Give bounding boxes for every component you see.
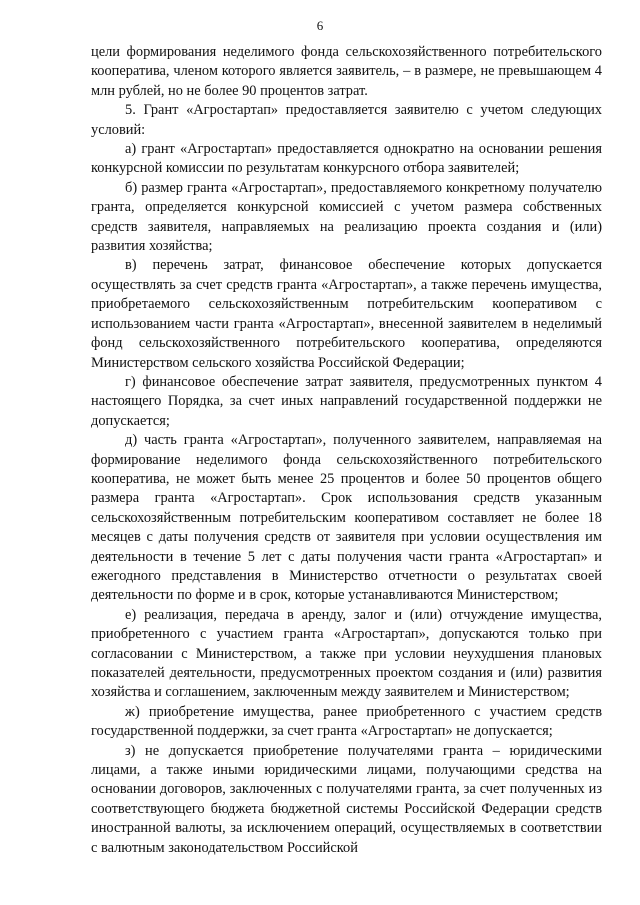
paragraph-item-z: з) не допускается приобретение получателями гранта – юридическими лицами, а также иными юридическими лицами, получающими средства на основании договоров, заключенных с получателями гранта, за счет полученных из соответствующего бюджета бюджетной системы Российской Федерации средств иностранной валюты, за исключением операций, осуществляемых в соответствии с валютным законодательством Российской xyxy=(91,742,602,856)
paragraph-item-b: б) размер гранта «Агростартап», предоставляемого конкретному получателю гранта, определяется конкурсной комиссией с учетом размера собственных средств заявителя, направляемых на реализацию проекта создания и (или) развития хозяйства; xyxy=(91,179,602,255)
paragraph-item-zh: ж) приобретение имущества, ранее приобретенного с участием средств государственной поддержки, за счет гранта «Агростартап» не допускается; xyxy=(91,703,602,740)
paragraph-item-a: а) грант «Агростартап» предоставляется однократно на основании решения конкурсной комиссии по результатам конкурсного отбора заявителей; xyxy=(91,141,602,177)
paragraph-item-g: г) финансовое обеспечение затрат заявителя, предусмотренных пунктом 4 настоящего Порядка, за счет иных направлений государственной поддержки не допускается; xyxy=(91,373,602,429)
paragraph-item-v: в) перечень затрат, финансовое обеспечение которых допускается осуществлять за счет средств гранта «Агростартап», а также перечень имущества, приобретаемого сельскохозяйственным потребительским кооперативом с использованием части гранта «Агростартап», внесенной заявителем в неделимый фонд сельскохозяйственного потребительского кооператива, определяются Министерством сельского хозяйства Российской Федерации; xyxy=(91,257,602,371)
document-body xyxy=(91,43,602,858)
paragraph-item-e: е) реализация, передача в аренду, залог и (или) отчуждение имущества, приобретенного с участием гранта «Агростартап», допускаются только при согласовании с Министерством, а также при условии неухудшения плановых показателей деятельности, предусмотренных проектом создания и (или) развития хозяйства и соглашением, заключенным между заявителем и Министерством; xyxy=(91,606,602,701)
paragraph-clause-5: 5. Грант «Агростартап» предоставляется заявителю с учетом следующих условий: xyxy=(91,102,602,138)
paragraph-item-d: д) часть гранта «Агростартап», полученного заявителем, направляемая на формирование неделимого фонда сельскохозяйственного потребительского кооператива, не может быть менее 25 процентов и более 50 процентов общего размера гранта «Агростартап». Срок использования средств указанным сельскохозяйственным потребительским кооперативом составляет не более 18 месяцев с даты получения средств от заявителя при условии осуществления им деятельности в течение 5 лет с даты получения части гранта «Агростартап» и ежегодного представления в Министерство отчетности о результатах своей деятельности по форме и в срок, которые устанавливаются Министерством; xyxy=(91,432,602,604)
page-number: 6 xyxy=(316,18,324,33)
paragraph-continuation: цели формирования неделимого фонда сельскохозяйственного потребительского кооператива, членом которого является заявитель, – в размере, не превышающем 4 млн рублей, но не более 90 процентов затрат. xyxy=(91,44,602,99)
